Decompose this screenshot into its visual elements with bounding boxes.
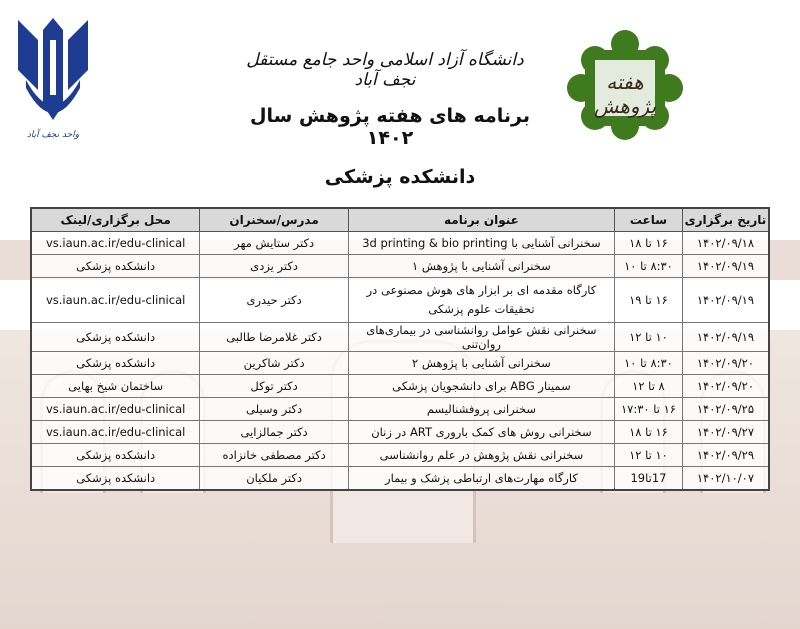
cell-title: سخنرانی آشنایی با پژوهش ۲ — [348, 352, 614, 375]
cell-date: ۱۴۰۲/۰۹/۲۷ — [682, 421, 769, 444]
table-row — [31, 255, 769, 278]
cell-host: دکتر جمالزایی — [200, 421, 349, 444]
cell-title: سمینار ABG برای دانشجویان پزشکی — [348, 375, 614, 398]
cell-time: ۸:۳۰ تا ۱۰ — [614, 255, 682, 278]
cell-date: ۱۴۰۲/۰۹/۱۹ — [682, 278, 769, 323]
cell-title: سخنرانی نقش پژوهش در علم روانشناسی — [348, 444, 614, 467]
cell-host: دکتر یزدی — [200, 255, 349, 278]
cell-location-link[interactable]: vs.iaun.ac.ir/edu-clinical — [31, 232, 200, 255]
header-location: محل برگزاری/لینک — [31, 208, 200, 232]
cell-location: دانشکده پزشکی — [31, 352, 200, 375]
table-row — [31, 323, 769, 352]
cell-location-link[interactable]: vs.iaun.ac.ir/edu-clinical — [31, 398, 200, 421]
cell-title: سخنرانی روش های کمک باروری ART در زنان — [348, 421, 614, 444]
cell-time: ۱۶ تا ۱۹ — [614, 278, 682, 323]
table-row — [31, 467, 769, 491]
cell-host: دکتر ملکیان — [200, 467, 349, 491]
table-row — [31, 375, 769, 398]
university-name: دانشگاه آزاد اسلامی واحد جامع مستقل نجف آباد — [246, 50, 524, 90]
cell-time: ۱۶ تا ۱۸ — [614, 421, 682, 444]
cell-host: دکتر وسیلی — [200, 398, 349, 421]
table-row — [31, 352, 769, 375]
cell-title: کارگاه مهارت‌های ارتباطی پزشک و بیمار — [348, 467, 614, 491]
cell-time: ۱۶ تا ۱۷:۳۰ — [614, 398, 682, 421]
cell-location: ساختمان شیخ بهایی — [31, 375, 200, 398]
table-row — [31, 421, 769, 444]
table-row — [31, 232, 769, 255]
cell-date: ۱۴۰۲/۱۰/۰۷ — [682, 467, 769, 491]
cell-host: دکتر حیدری — [200, 278, 349, 323]
research-week-logo — [565, 30, 685, 140]
cell-time: ۸:۳۰ تا ۱۰ — [614, 352, 682, 375]
cell-location: دانشکده پزشکی — [31, 444, 200, 467]
cell-time: 17تا19 — [614, 467, 682, 491]
cell-date: ۱۴۰۲/۰۹/۱۸ — [682, 232, 769, 255]
cell-date: ۱۴۰۲/۰۹/۲۰ — [682, 352, 769, 375]
cell-host: دکتر مصطفی خانزاده — [200, 444, 349, 467]
table-row — [31, 444, 769, 467]
cell-location-link[interactable]: vs.iaun.ac.ir/edu-clinical — [31, 421, 200, 444]
cell-time: ۱۰ تا ۱۲ — [614, 323, 682, 352]
research-week-logo-text: هفته پژوهش — [593, 70, 657, 118]
cell-title: کارگاه مقدمه ای بر ابزار های هوش مصنوعی در تحقیقات علوم پزشکی — [348, 278, 614, 323]
cell-date: ۱۴۰۲/۰۹/۲۵ — [682, 398, 769, 421]
header-title: عنوان برنامه — [348, 208, 614, 232]
university-logo — [8, 10, 98, 150]
header-date: تاریخ برگزاری — [682, 208, 769, 232]
cell-title: سخنرانی نقش عوامل روانشناسی در بیماری‌های روان‌تنی — [348, 323, 614, 352]
table-header-row — [31, 208, 769, 232]
cell-time: ۸ تا ۱۲ — [614, 375, 682, 398]
table-row — [31, 278, 769, 323]
cell-location: دانشکده پزشکی — [31, 323, 200, 352]
section-title: دانشکده پزشکی — [324, 166, 476, 188]
schedule-table — [30, 207, 770, 491]
cell-host: دکتر شاکرین — [200, 352, 349, 375]
cell-title: سخنرانی پروفشنالیسم — [348, 398, 614, 421]
cell-date: ۱۴۰۲/۰۹/۱۹ — [682, 255, 769, 278]
page-title: برنامه های هفته پژوهش سال ۱۴۰۲ — [250, 105, 530, 149]
cell-host: دکتر غلامرضا طالبی — [200, 323, 349, 352]
cell-time: ۱۰ تا ۱۲ — [614, 444, 682, 467]
table-row — [31, 398, 769, 421]
cell-location: دانشکده پزشکی — [31, 467, 200, 491]
university-logo-caption: واحد نجف آباد — [26, 130, 80, 140]
header-host: مدرس/سخنران — [200, 208, 349, 232]
cell-date: ۱۴۰۲/۰۹/۱۹ — [682, 323, 769, 352]
cell-date: ۱۴۰۲/۰۹/۲۹ — [682, 444, 769, 467]
cell-location: دانشکده پزشکی — [31, 255, 200, 278]
cell-title: سخنرانی آشنایی با پژوهش ۱ — [348, 255, 614, 278]
cell-host: دکتر ستایش مهر — [200, 232, 349, 255]
cell-title: سخنرانی آشنایی با 3d printing & bio printing — [348, 232, 614, 255]
header-time: ساعت — [614, 208, 682, 232]
cell-date: ۱۴۰۲/۰۹/۲۰ — [682, 375, 769, 398]
cell-time: ۱۶ تا ۱۸ — [614, 232, 682, 255]
cell-host: دکتر توکل — [200, 375, 349, 398]
cell-location-link[interactable]: vs.iaun.ac.ir/edu-clinical — [31, 278, 200, 323]
